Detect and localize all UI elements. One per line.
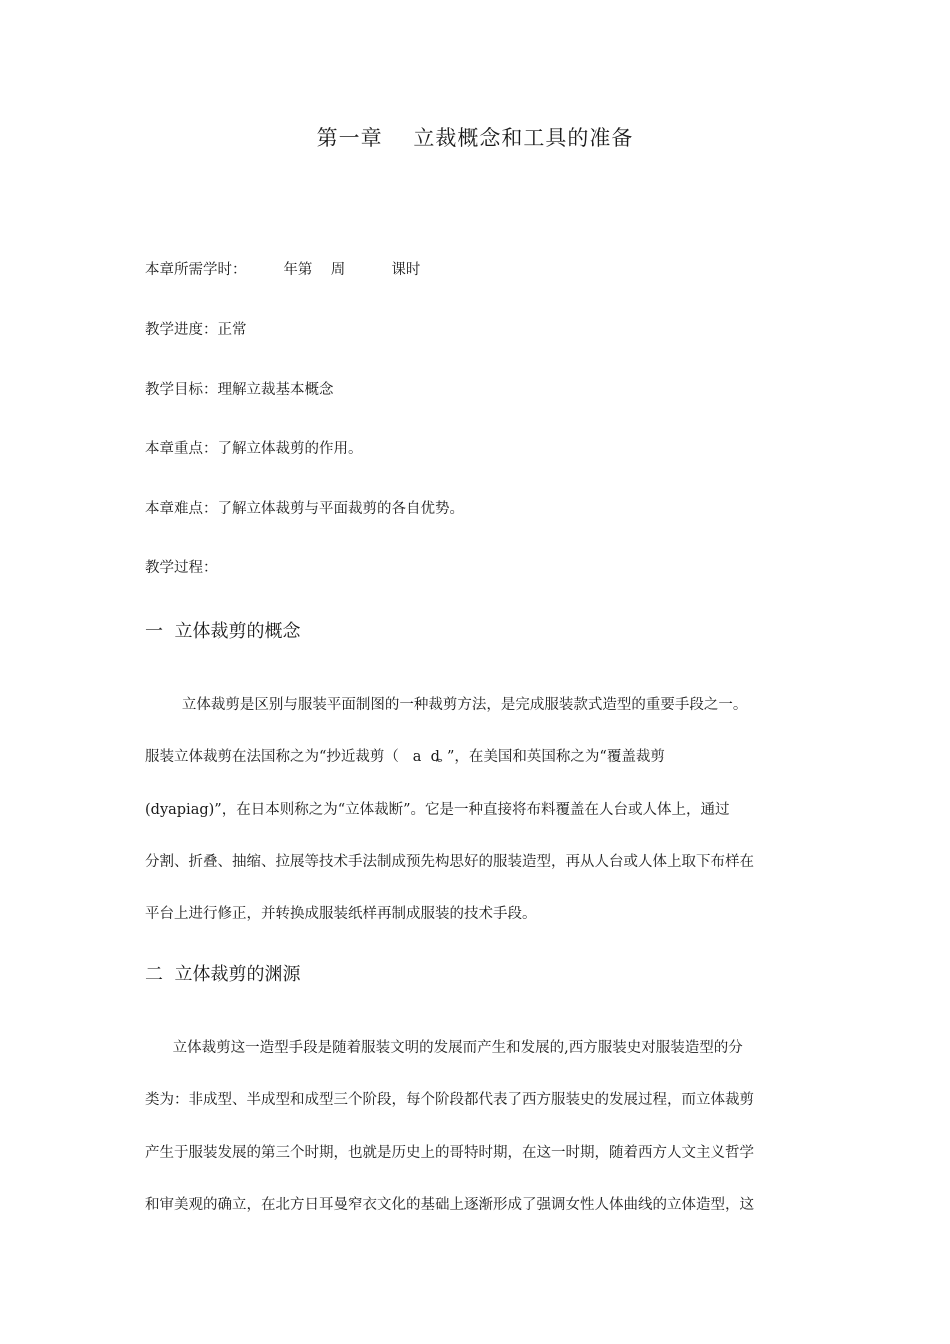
section-paragraph-concept (145, 679, 810, 940)
section-paragraph-origin (145, 1022, 810, 1231)
teaching-progress: 教学进度：正常 (145, 322, 247, 338)
chapter-title: 第一章 立裁概念和工具的准备 (316, 126, 634, 150)
paragraph-line: 平台上进行修正，并转换成服装纸样再制成服装的技术手段。 (145, 906, 537, 923)
section-heading-concept: 一 立体裁剪的概念 (145, 621, 301, 642)
chapter-key-point: 本章重点：了解立体裁剪的作用。 (145, 441, 363, 457)
teaching-process: 教学过程： (145, 560, 218, 576)
paragraph-line: 分割、折叠、抽缩、拉展等技术手法制成预先构思好的服装造型，再从人台或人体上取下布样在 (145, 853, 754, 870)
teaching-objective: 教学目标：理解立裁基本概念 (145, 382, 334, 398)
paragraph-line: 服装立体裁剪在法国称之为“抄近裁剪（ a ȡ ”，在美国和英国称之为“覆盖裁剪 (145, 749, 665, 766)
paragraph-line: 立体裁剪这一造型手段是随着服装文明的发展而产生和发展的,西方服装史对服装造型的分 (145, 1040, 743, 1056)
paragraph-line: (dyapiag)”，在日本则称之为“立体裁断”。它是一种直接将布料覆盖在人台或人体上，通过 (145, 801, 730, 818)
paragraph-line: 立体裁剪是区别与服装平面制图的一种裁剪方法，是完成服装款式造型的重要手段之一。 (145, 697, 748, 713)
paragraph-line: 类为：非成型、半成型和成型三个阶段，每个阶段都代表了西方服装史的发展过程，而立体裁剪 (145, 1092, 754, 1109)
chapter-difficulty: 本章难点：了解立体裁剪与平面裁剪的各自优势。 (145, 501, 464, 517)
section-heading-origin: 二 立体裁剪的渊源 (145, 964, 301, 985)
paragraph-line: 和审美观的确立，在北方日耳曼窄衣文化的基础上逐渐形成了强调女性人体曲线的立体造型，这 (145, 1196, 754, 1213)
study-hours: 本章所需学时： 年第 周 课时 (145, 262, 421, 278)
paragraph-line: 产生于服装发展的第三个时期，也就是历史上的哥特时期，在这一时期，随着西方人文主义哲学 (145, 1144, 754, 1161)
